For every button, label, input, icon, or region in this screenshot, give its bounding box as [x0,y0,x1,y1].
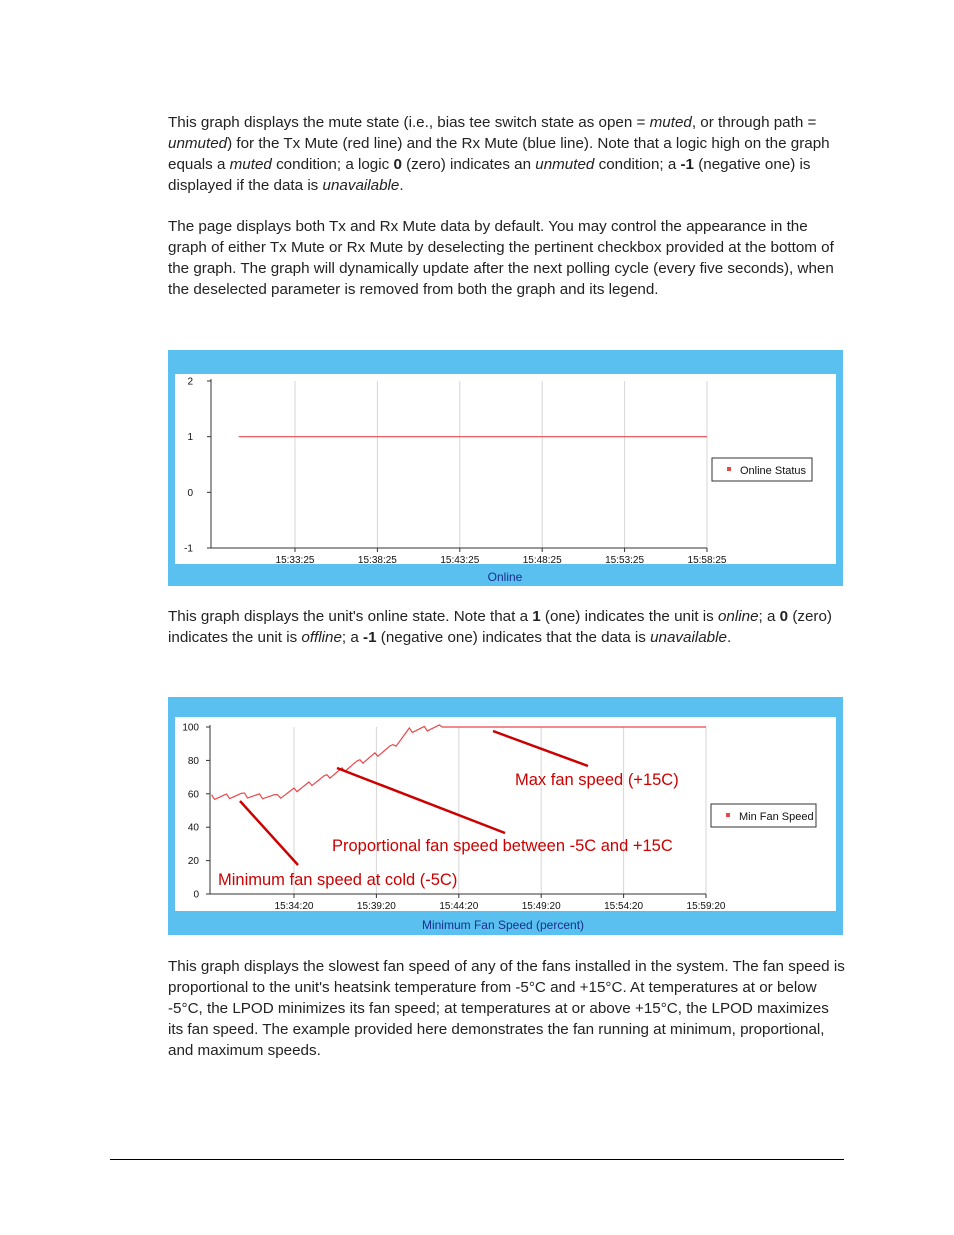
text-run: 0 [779,608,789,625]
text-run: (zero) indicates an [401,156,536,173]
text-run: unmuted [168,135,228,152]
text-run: (one) indicates the unit is [540,608,718,625]
y-tick-label: 80 [187,755,199,767]
legend-label-online-status: Online Status [740,465,807,477]
text-run: (negative one) indicates that the data is [376,629,651,646]
x-tick-label: 15:54:20 [604,901,644,912]
text-run: muted [649,114,692,131]
chart-title-fan-speed: Minimum Fan Speed (percent) [421,918,585,932]
text-run: online [717,608,759,625]
y-tick-label: 1 [187,432,193,444]
online-chart [168,350,843,586]
y-tick-label: 0 [187,487,193,499]
text-run: . [726,629,732,646]
text-run: unmuted [535,156,595,173]
text-run: ) for the Tx Mute (red line) and the Rx Mute (blue line). Note that a logic high on the graph equals a [168,135,830,173]
mute-control-paragraph: The page displays both Tx and Rx Mute data by default. You may control the appearance in the graph of either Tx Mute or Rx Mute by deselecting the pertinent checkbox provided at the bottom of the graph. The graph will dynamically update after the next polling cycle (every five seconds), when the deselected parameter is removed from both the graph and its legend. [168,218,834,298]
text-run: 1 [532,608,541,625]
text-run: This graph displays the mute state (i.e., bias tee switch state as open = [168,114,650,131]
text-run: (zero) indicates the unit is [168,608,832,646]
x-tick-label: 15:34:20 [274,901,314,912]
online-chart-panel [168,350,843,586]
x-tick-label: 15:58:25 [687,555,727,566]
text-run: unavailable [650,629,727,646]
text-run: 0 [393,156,402,173]
y-tick-label: 40 [187,822,199,834]
footer-rule [110,1159,844,1160]
annotation-proportional-fan-speed: Proportional fan speed between -5C and +15C [332,837,673,855]
x-tick-label: 15:44:20 [439,901,479,912]
y-tick-label: 60 [187,789,199,801]
text-run: condition; a [594,156,681,173]
y-tick-label: -1 [184,543,193,555]
fan-speed-chart-panel [168,697,843,935]
text-run: (negative one) is displayed if the data is [168,156,811,194]
x-tick-label: 15:38:25 [357,555,397,566]
online-description-paragraph [168,606,848,648]
x-tick-label: 15:39:20 [356,901,396,912]
legend-swatch [726,813,730,817]
text-run: ; a [758,608,780,625]
text-run: muted [229,156,272,173]
x-tick-label: 15:33:25 [275,555,315,566]
fan-speed-chart [168,697,843,935]
annotation-minimum-fan-speed: Minimum fan speed at cold (-5C) [218,871,458,889]
y-tick-label: 20 [187,856,199,868]
x-tick-label: 15:59:20 [686,901,726,912]
text-run: This graph displays the unit's online state. Note that a [168,608,533,625]
text-run: , or through path = [691,114,817,131]
text-run: -1 [363,629,377,646]
text-run: condition; a logic [271,156,394,173]
legend-label-min-fan-speed: Min Fan Speed [739,811,814,823]
y-tick-label: 2 [187,376,193,388]
x-tick-label: 15:48:25 [522,555,562,566]
text-run: unavailable [322,177,400,194]
x-tick-label: 15:43:25 [440,555,480,566]
chart-title-online: Online [487,570,523,584]
text-run: . [399,177,404,194]
text-run: -1 [680,156,695,173]
legend-online [712,458,812,481]
x-tick-label: 15:49:20 [521,901,561,912]
y-tick-label: 0 [193,889,199,901]
legend-swatch [727,467,731,471]
x-tick-label: 15:53:25 [605,555,645,566]
annotation-max-fan-speed: Max fan speed (+15C) [515,771,679,789]
mute-description-paragraph [168,112,848,196]
legend-fan [711,804,816,827]
y-tick-label: 100 [182,722,199,734]
text-run: ; a [341,629,364,646]
text-run: offline [301,629,342,646]
fan-description-paragraph: This graph displays the slowest fan speed of any of the fans installed in the system. The fan speed is proportional to the unit's heatsink temperature from -5°C and +15°C. At temperatures at or below -5°C, the LPOD minimizes its fan speed; at temperatures at or above +15°C, the LPOD maximizes its fan speed. The example provided here demonstrates the fan running at minimum, proportional, and maximum speeds. [168,958,845,1059]
